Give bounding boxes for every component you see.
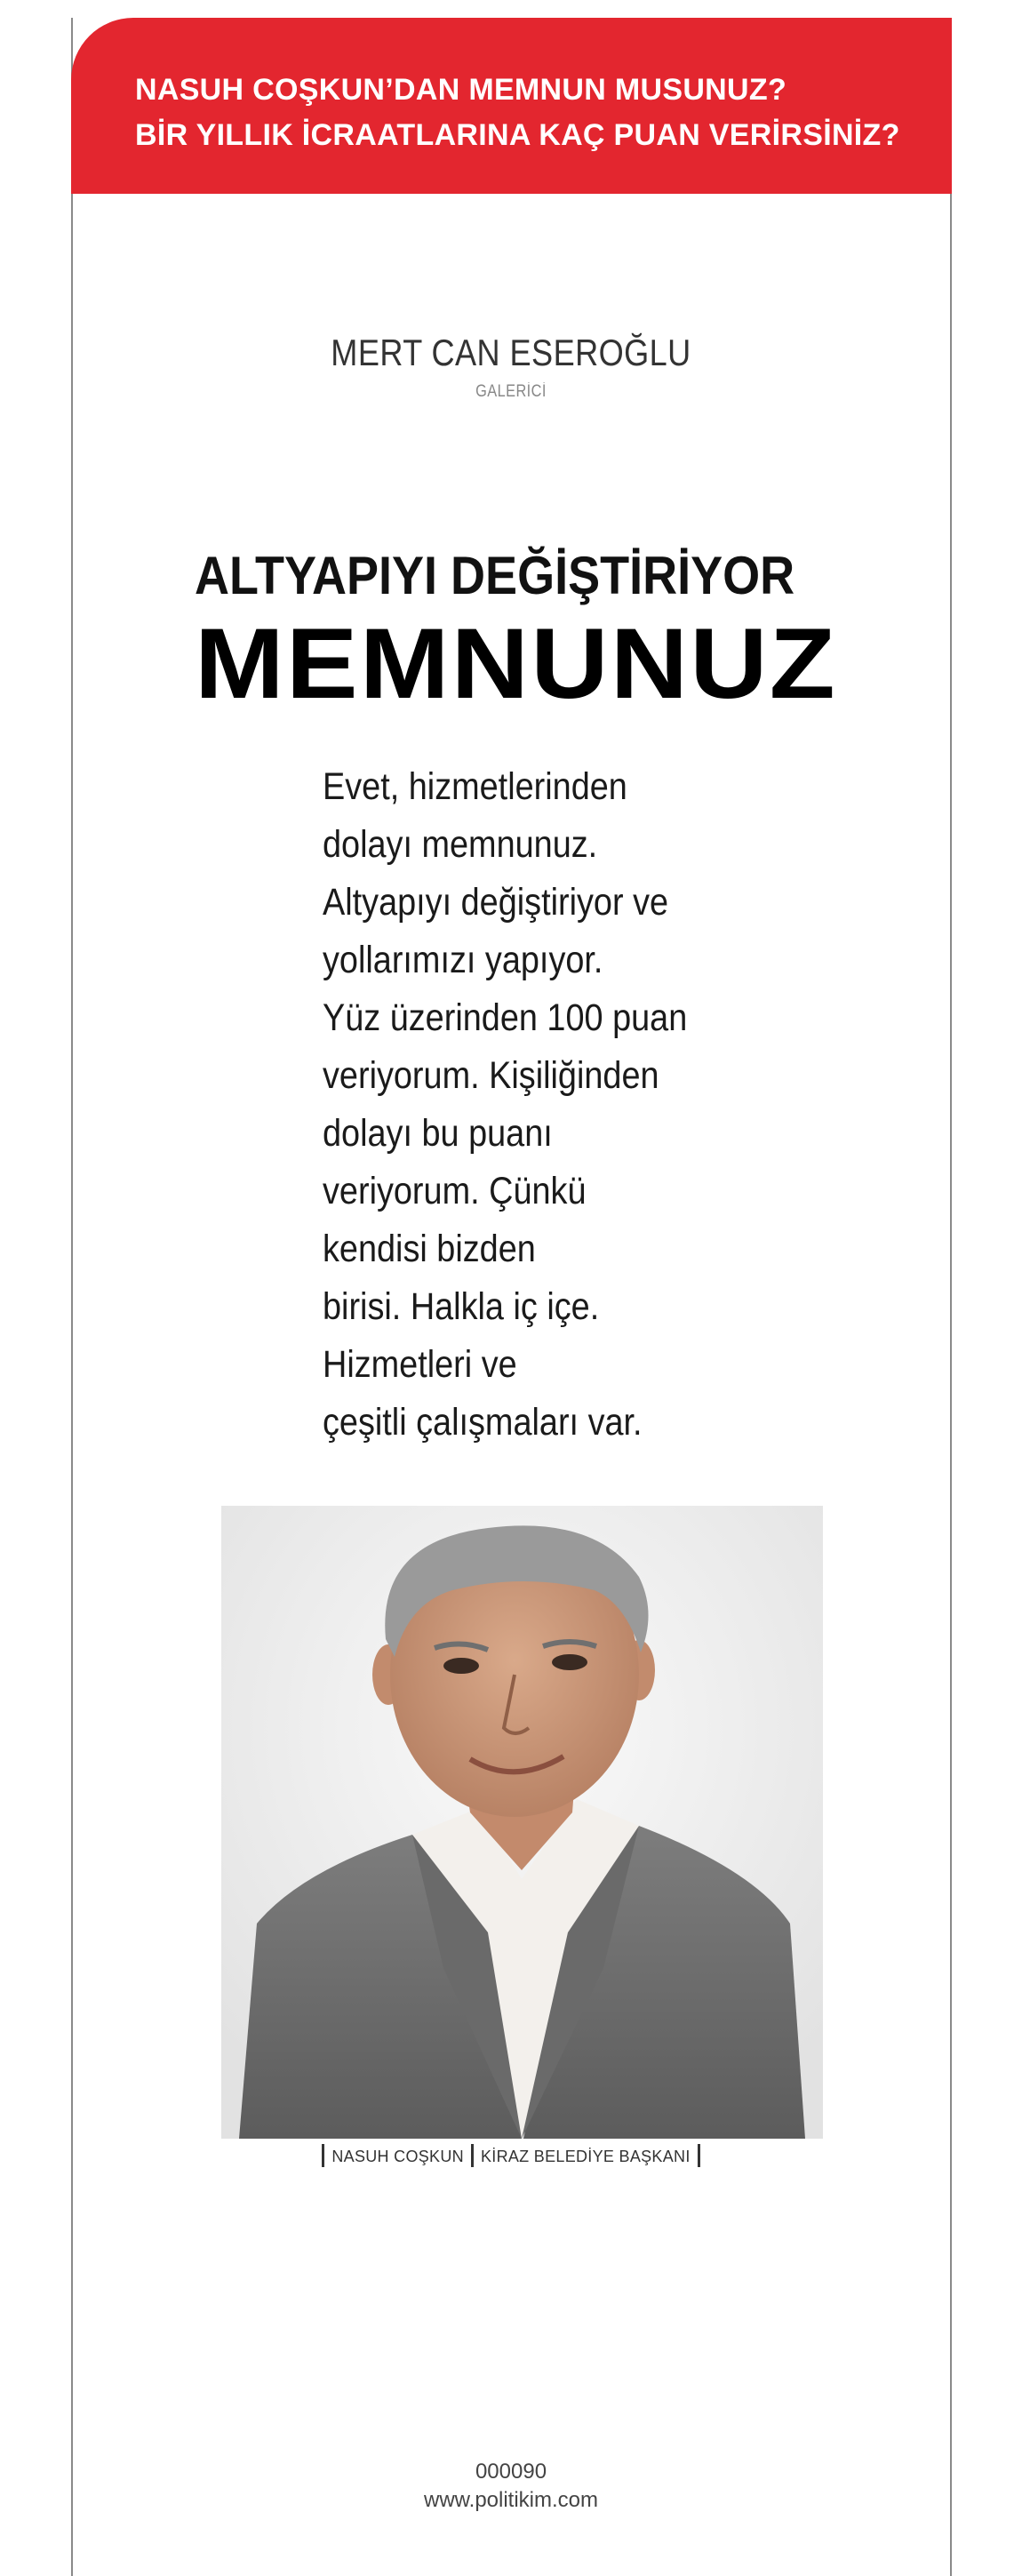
quote-text (323, 758, 785, 1452)
photo-caption (0, 2144, 1022, 2167)
caption-divider (471, 2144, 474, 2167)
quote-line: dolayı bu puanı (323, 1112, 553, 1155)
interviewee-block (0, 331, 1022, 402)
quote-line: Yüz üzerinden 100 puan (323, 996, 688, 1039)
quote-line: Evet, hizmetlerinden (323, 765, 627, 808)
caption-title: KİRAZ BELEDİYE BAŞKANI (480, 2148, 691, 2165)
header-banner (71, 18, 952, 194)
quote-line: çeşitli çalışmaları var. (323, 1401, 643, 1444)
quote-line: veriyorum. Çünkü (323, 1170, 587, 1212)
article-headline: MEMNUNUZ (195, 608, 837, 719)
website-link[interactable]: www.politikim.com (423, 2488, 599, 2512)
quote-line: kendisi bizden (323, 1228, 536, 1270)
quote-line: veriyorum. Kişiliğinden (323, 1054, 659, 1097)
quote-line: dolayı memnunuz. (323, 823, 598, 866)
page-footer (0, 2459, 1022, 2516)
quote-line: birisi. Halkla iç içe. (323, 1285, 600, 1328)
page-number: 000090 (475, 2460, 547, 2484)
quote-line: Altyapıyı değiştiriyor ve (323, 881, 669, 924)
interviewee-name: MERT CAN ESEROĞLU (331, 332, 691, 373)
article-kicker: ALTYAPIYI DEĞİŞTİRİYOR (195, 546, 795, 605)
caption-divider (322, 2144, 324, 2167)
quote-line: yollarımızı yapıyor. (323, 939, 603, 981)
banner-question-line-2: BİR YILLIK İCRAATLARINA KAÇ PUAN VERİRSİNİZ? (135, 118, 900, 152)
quote-line: Hizmetleri ve (323, 1343, 517, 1386)
banner-question-line-1: NASUH COŞKUN’DAN MEMNUN MUSUNUZ? (135, 73, 787, 107)
mayor-portrait-photo (221, 1506, 823, 2139)
interviewee-occupation: GALERİCİ (475, 382, 547, 401)
caption-divider (698, 2144, 700, 2167)
caption-name: NASUH COŞKUN (331, 2148, 464, 2165)
